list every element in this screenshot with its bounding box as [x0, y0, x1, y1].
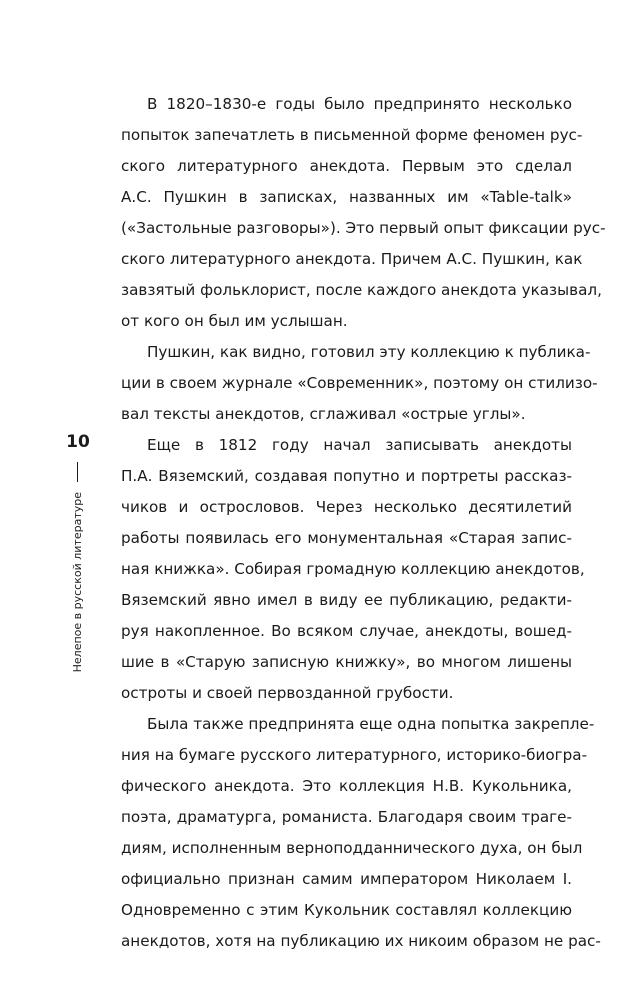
text-line: шие в «Старую записную книжку», во многом лишены — [121, 653, 572, 671]
body-text — [121, 89, 606, 957]
text-line: фического анекдота. Это коллекция Н.В. Кукольника, — [121, 777, 572, 795]
text-line: поэта, драматурга, романиста. Благодаря своим траге- — [121, 808, 572, 826]
paragraph — [121, 337, 598, 430]
text-line: чиков и острословов. Через несколько десятилетий — [121, 498, 572, 516]
sidebar-divider — [77, 462, 78, 482]
text-line: анекдотов, хотя на публикацию их никоим образом не рас- — [121, 932, 601, 950]
text-line: ского литературного анекдота. Первым это сделал — [121, 157, 572, 175]
text-line: ния на бумаге русского литературного, историко-биогра- — [121, 746, 588, 764]
text-line: Пушкин, как видно, готовил эту коллекцию к публика- — [147, 343, 591, 361]
text-line: Одновременно с этим Кукольник составлял коллекцию — [121, 901, 572, 919]
text-line: ная книжка». Собирая громадную коллекцию анекдотов, — [121, 560, 585, 578]
paragraph — [121, 430, 585, 709]
text-line: ского литературного анекдота. Причем А.С. Пушкин, как — [121, 250, 583, 268]
running-title-text: Нелепое в русской литературе — [71, 492, 84, 673]
text-line: А.С. Пушкин в записках, названных им «Table-talk» — [121, 188, 572, 206]
text-line: Еще в 1812 году начал записывать анекдоты — [147, 436, 572, 454]
paragraph — [121, 709, 601, 957]
text-line: Вяземский явно имел в виду ее публикацию, редакти- — [121, 591, 572, 609]
text-line: Была также предпринята еще одна попытка закрепле- — [147, 715, 595, 733]
text-line: от кого он был им услышан. — [121, 312, 348, 330]
page-number: 10 — [66, 432, 90, 452]
text-line: диям, исполненным верноподданнического духа, он был — [121, 839, 583, 857]
text-line: официально признан самим императором Николаем I. — [121, 870, 572, 888]
text-line: ции в своем журнале «Современник», поэтому он стилизо- — [121, 374, 598, 392]
text-line: работы появилась его монументальная «Старая запис- — [121, 529, 572, 547]
text-line: П.А. Вяземский, создавая попутно и портреты рассказ- — [121, 467, 572, 485]
text-line: вал тексты анекдотов, сглаживал «острые углы». — [121, 405, 526, 423]
text-line: В 1820–1830-е годы было предпринято несколько — [147, 95, 572, 113]
text-line: завзятый фольклорист, после каждого анекдота указывал, — [121, 281, 602, 299]
text-line: («Застольные разговоры»). Это первый опыт фиксации рус- — [121, 219, 606, 237]
page-margin-sidebar — [58, 432, 98, 673]
text-line: остроты и своей первозданной грубости. — [121, 684, 454, 702]
text-line: попыток запечатлеть в письменной форме феномен рус- — [121, 126, 583, 144]
text-line: руя накопленное. Во всяком случае, анекдоты, вошед- — [121, 622, 572, 640]
paragraph — [121, 89, 606, 337]
